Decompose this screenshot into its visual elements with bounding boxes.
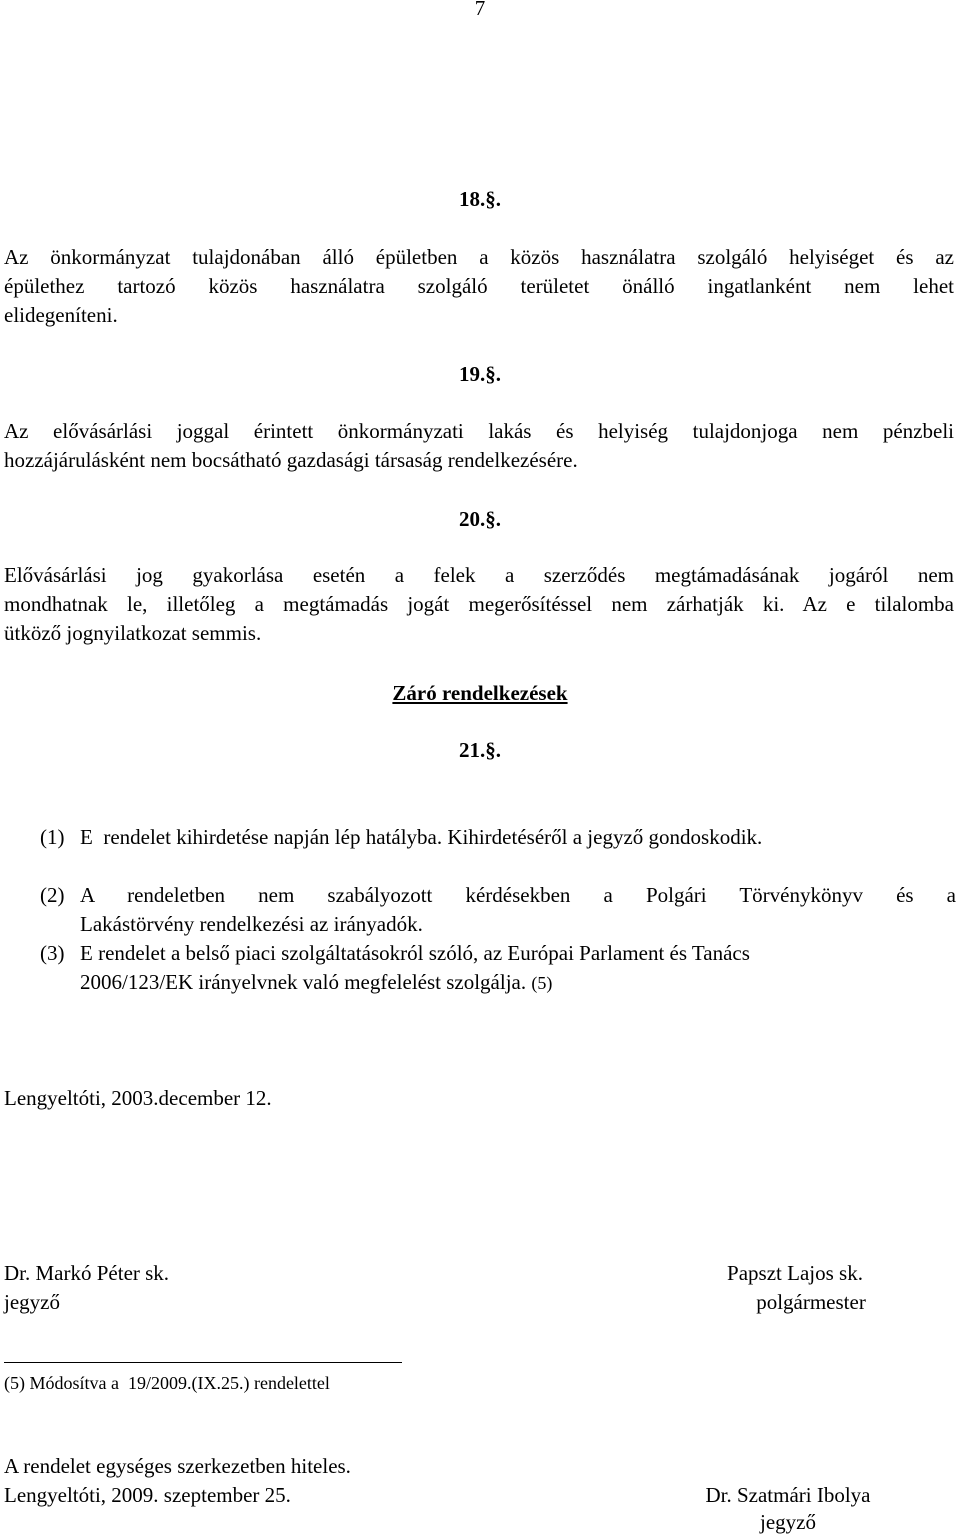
right-signer-name: Papszt Lajos sk. [727,1261,863,1285]
item-number-1: (1) [40,825,65,849]
certifier-role: jegyző [760,1510,816,1534]
text-line: Elővásárlási jog gyakorlása esetén a felek a szerződés megtámadásának jogáról nem [4,563,954,587]
certification-line-2: Lengyeltóti, 2009. szeptember 25. [4,1483,291,1507]
right-signer-role: polgármester [756,1290,866,1314]
certification-line-1: A rendelet egységes szerkezetben hiteles. [4,1454,351,1478]
section-heading-18: 18.§. [459,187,501,211]
text-line: Az önkormányzat tulajdonában álló épületben a közös használatra szolgáló helyiséget és az [4,245,954,269]
closing-title: Záró rendelkezések [392,681,568,705]
footnote: (5) Módosítva a 19/2009.(IX.25.) rendelettel [4,1373,330,1393]
item-number-3: (3) [40,941,65,965]
section-20-text [4,561,954,648]
item-text-3 [80,939,956,998]
text-line: épülethez tartozó közös használatra szolgáló területet önálló ingatlanként nem lehet [4,274,954,298]
text-line: Az elővásárlási joggal érintett önkormányzati lakás és helyiség tulajdonjoga nem pénzbeli [4,419,954,443]
page-number: 7 [474,0,486,20]
footnote-separator [4,1362,402,1363]
text-line: E rendelet a belső piaci szolgáltatásokról szóló, az Európai Parlament és Tanács [80,941,750,965]
place-date: Lengyeltóti, 2003.december 12. [4,1086,272,1110]
text-line: ütköző jognyilatkozat semmis. [4,621,262,645]
section-18-text [4,243,954,330]
text-line: mondhatnak le, illetőleg a megtámadás jogát megerősítéssel nem zárhatják ki. Az e tilalomba [4,592,954,616]
item-text-1 [80,823,956,852]
text-line: 2006/123/EK irányelvnek való megfelelést szolgálja. [80,970,527,994]
certifier-name: Dr. Szatmári Ibolya [705,1483,871,1507]
item-number-2: (2) [40,883,65,907]
text-line: E rendelet kihirdetése napján lép hatályba. Kihirdetéséről a jegyző gondoskodik. [80,825,763,849]
section-heading-20: 20.§. [459,507,501,531]
section-19-text [4,417,954,475]
footnote-reference: (5) [531,973,553,993]
text-line-with-ref [80,968,956,998]
item-text-2 [80,881,956,939]
section-heading-19: 19.§. [459,362,501,386]
section-heading-21: 21.§. [459,738,501,762]
text-line: A rendeletben nem szabályozott kérdésekben a Polgári Törvénykönyv és a [80,883,956,907]
text-line: hozzájárulásként nem bocsátható gazdasági társaság rendelkezésére. [4,448,578,472]
text-line: Lakástörvény rendelkezési az irányadók. [80,912,423,936]
text-line: elidegeníteni. [4,303,118,327]
left-signer-role: jegyző [4,1290,60,1314]
left-signer-name: Dr. Markó Péter sk. [4,1261,170,1285]
